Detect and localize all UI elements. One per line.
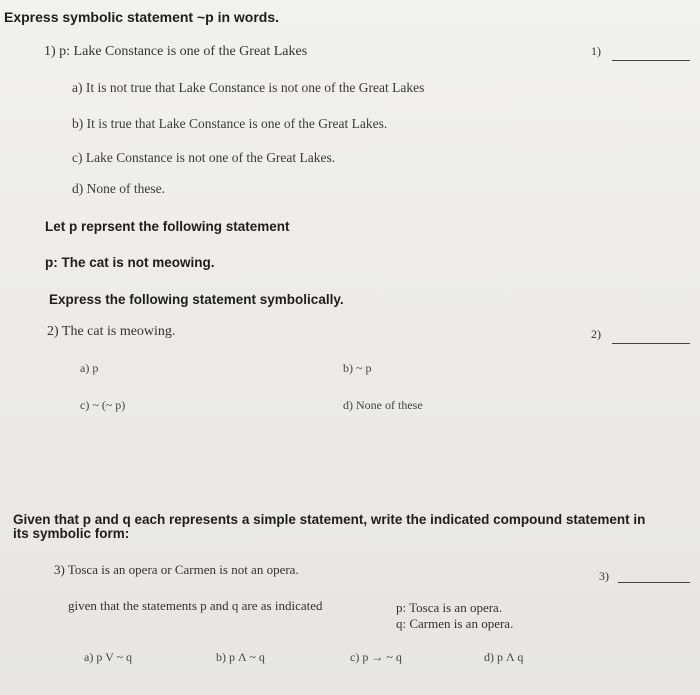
q3-option-b[interactable]: b) p Λ ~ q [216,650,265,664]
q1-option-a[interactable]: a) It is not true that Lake Constance is not one of the Great Lakes [72,80,425,95]
q2-option-b[interactable]: b) ~ p [343,361,372,375]
section2-instruction: Express the following statement symbolically. [49,292,344,307]
p-definition: p: Tosca is an opera. [396,600,503,615]
answer-1-blank[interactable] [612,60,690,61]
section2-heading: Let p reprsent the following statement [45,219,290,234]
q3-option-d[interactable]: d) p Λ q [484,650,524,664]
q1-option-c[interactable]: c) Lake Constance is not one of the Great Lakes. [72,150,336,165]
question-2: 2) The cat is meowing. [47,324,176,339]
question-3: 3) Tosca is an opera or Carmen is not an opera. [54,562,299,577]
answer-2-blank[interactable] [612,343,690,344]
answer-3-label: 3) [599,569,609,583]
given-text: given that the statements p and q are as indicated [68,598,323,613]
q2-option-d[interactable]: d) None of these [343,398,423,412]
q2-option-c[interactable]: c) ~ (~ p) [80,398,126,412]
q1-option-d[interactable]: d) None of these. [72,181,165,196]
question-1: 1) p: Lake Constance is one of the Great Lakes [44,44,308,59]
q1-option-b[interactable]: b) It is true that Lake Constance is one of the Great Lakes. [72,116,388,131]
statement-p: p: The cat is not meowing. [45,255,215,270]
q2-option-a[interactable]: a) p [80,361,99,375]
q-definition: q: Carmen is an opera. [396,616,514,631]
section1-heading: Express symbolic statement ~p in words. [4,9,280,25]
q3-option-a[interactable]: a) p V ~ q [84,650,133,664]
section3-heading-line2: its symbolic form: [13,526,130,541]
answer-2-label: 2) [591,327,601,341]
answer-1-label: 1) [591,44,601,58]
section3-heading-line1: Given that p and q each represents a simple statement, write the indicated compound statement in [13,512,646,527]
q3-option-c[interactable]: c) p → ~ q [350,650,402,664]
answer-3-blank[interactable] [618,582,690,583]
